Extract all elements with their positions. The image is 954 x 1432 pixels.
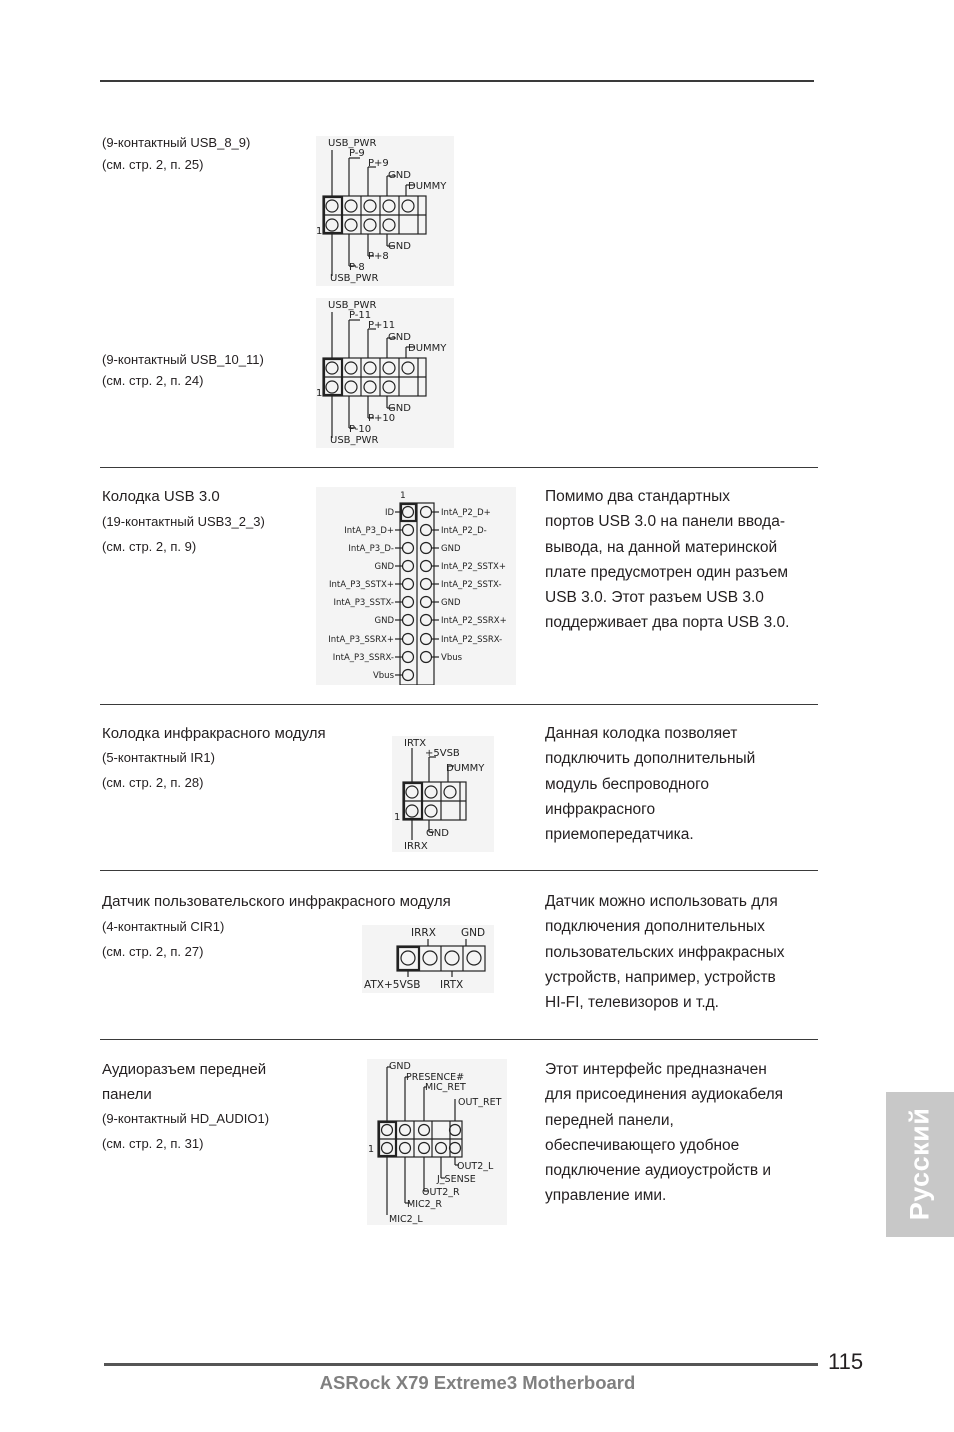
usb1011-top-0: USB_PWR: [328, 300, 377, 311]
usb1011-bottom-0: GND: [388, 403, 411, 414]
audio-pin1-label: 1: [368, 1144, 375, 1155]
cir-top-1: GND: [461, 927, 486, 939]
usb3-ref: (см. стр. 2, п. 9): [102, 539, 197, 554]
top-rule: [100, 80, 814, 82]
audio-top-0: GND: [389, 1061, 411, 1072]
usb3-desc-line: плате предусмотрен один разъем: [545, 563, 789, 581]
usb3-left-1: IntA_P3_D+: [344, 526, 394, 536]
usb1011-top-4: DUMMY: [408, 343, 447, 354]
usb3-left-2: IntA_P3_D-: [348, 544, 394, 554]
audio-top-3: OUT_RET: [458, 1097, 502, 1108]
audio-bottom-3: MIC2_R: [407, 1199, 443, 1210]
usb3-left-6: GND: [374, 616, 394, 626]
usb1011-ref: (см. стр. 2, п. 24): [102, 373, 204, 388]
usb89-top-0: USB_PWR: [328, 138, 377, 149]
audio-desc-line: для присоединения аудиокабеля: [545, 1086, 784, 1104]
cir-desc-line: подключения дополнительных: [545, 918, 765, 936]
usb89-top-2: P+9: [368, 158, 389, 169]
usb89-bottom-2: P-8: [349, 262, 365, 273]
usb3-right-5: GND: [441, 598, 461, 608]
usb1011-bottom-3: USB_PWR: [330, 435, 379, 446]
usb1011-top-1: P-11: [349, 310, 372, 321]
usb1011-bottom-2: P-10: [349, 424, 372, 435]
usb3-left-3: GND: [374, 562, 394, 572]
ir-top-1: +5VSB: [425, 748, 460, 759]
cir-description: [545, 889, 785, 1015]
ir-pin1-label: 1: [394, 812, 401, 823]
usb3-right-2: GND: [441, 544, 461, 554]
usb3-desc-line: поддерживает два порта USB 3.0.: [545, 614, 790, 632]
audio-heading-line2: панели: [102, 1086, 152, 1103]
usb89-ref: (см. стр. 2, п. 25): [102, 157, 204, 172]
usb3-left-0: ID: [384, 508, 394, 518]
usb1011-title: (9-контактный USB_10_11): [102, 352, 264, 367]
cir-pin-diagram: [362, 925, 494, 993]
ir-desc-line: Данная колодка позволяет: [545, 725, 738, 742]
section-divider: [100, 467, 818, 468]
usb89-top-3: GND: [388, 170, 411, 181]
usb3-description: [545, 484, 789, 636]
usb1011-pin-diagram: [316, 298, 454, 448]
cir-desc-line: HI-FI, телевизоров и т.д.: [545, 994, 719, 1012]
usb89-title: (9-контактный USB_8_9): [102, 135, 251, 150]
ir-bottom-1: IRRX: [404, 841, 428, 852]
usb3-right-4: IntA_P2_SSTX-: [441, 580, 502, 590]
audio-bottom-1: J_SENSE: [437, 1174, 476, 1185]
usb3-pin1-label: 1: [400, 491, 406, 501]
usb1011-top-3: GND: [388, 332, 411, 343]
audio-top-2: MIC_RET: [425, 1082, 466, 1093]
ir-heading: Колодка инфракрасного модуля: [102, 725, 326, 742]
audio-top-1: PRESENCE#: [406, 1072, 465, 1083]
cir-ref: (см. стр. 2, п. 27): [102, 944, 204, 959]
usb3-right-3: IntA_P2_SSTX+: [441, 562, 507, 572]
usb3-right-6: IntA_P2_SSRX+: [441, 616, 507, 626]
audio-heading-line1: Аудиоразъем передней: [102, 1061, 267, 1078]
usb1011-bottom-1: P+10: [368, 413, 396, 424]
usb1011-pin1-label: 1: [316, 388, 323, 399]
ir-desc-line: подключить дополнительный: [545, 750, 756, 768]
ir-top-2: DUMMY: [446, 763, 485, 774]
usb3-left-7: IntA_P3_SSRX+: [328, 635, 394, 645]
cir-title: (4-контактный CIR1): [102, 919, 225, 934]
usb89-bottom-1: P+8: [368, 251, 389, 262]
usb3-left-5: IntA_P3_SSTX-: [333, 598, 394, 608]
cir-desc-line: устройств, например, устройств: [545, 968, 776, 986]
language-tab-label: Русский: [904, 1107, 935, 1221]
usb3-desc-line: вывода, на данной материнской: [545, 538, 778, 556]
audio-desc-line: обеспечивающего удобное: [545, 1136, 740, 1154]
ir-desc-line: модуль беспроводного: [545, 775, 710, 793]
audio-title: (9-контактный HD_AUDIO1): [102, 1111, 270, 1126]
usb3-right-8: Vbus: [441, 653, 463, 663]
section-divider: [100, 704, 818, 705]
language-side-tab: [886, 1092, 954, 1237]
usb3-left-9: Vbus: [372, 671, 394, 681]
usb3-left-8: IntA_P3_SSRX-: [332, 653, 394, 663]
ir-title: (5-контактный IR1): [102, 750, 215, 765]
audio-ref: (см. стр. 2, п. 31): [102, 1136, 204, 1151]
section-divider: [100, 1039, 818, 1040]
audio-pin-diagram: [367, 1059, 507, 1225]
cir-bottom-0: ATX+5VSB: [364, 979, 421, 991]
ir-ref: (см. стр. 2, п. 28): [102, 775, 204, 790]
usb3-desc-line: USB 3.0. Этот разъем USB 3.0: [545, 589, 764, 607]
cir-top-0: IRRX: [411, 927, 436, 939]
audio-bottom-2: OUT2_R: [422, 1187, 460, 1198]
ir-desc-line: приемопередатчика.: [545, 826, 694, 844]
usb3-pin-diagram: [316, 487, 516, 685]
usb3-left-4: IntA_P3_SSTX+: [328, 580, 394, 590]
audio-bottom-4: MIC2_L: [389, 1214, 423, 1225]
usb3-desc-line: портов USB 3.0 на панели ввода-: [545, 513, 785, 531]
usb89-top-4: DUMMY: [408, 181, 447, 192]
audio-bottom-0: OUT2_L: [457, 1161, 494, 1172]
ir-bottom-0: GND: [426, 828, 449, 839]
audio-desc-line: подключение аудиоустройств и: [545, 1162, 772, 1180]
section-divider: [100, 870, 818, 871]
usb3-right-0: IntA_P2_D+: [441, 508, 491, 518]
audio-desc-line: Этот интерфейс предназначен: [545, 1061, 767, 1078]
usb89-pin1-label: 1: [316, 226, 323, 237]
cir-bottom-1: IRTX: [440, 979, 464, 991]
usb89-bottom-0: GND: [388, 241, 411, 252]
footer-title: ASRock X79 Extreme3 Motherboard: [319, 1372, 636, 1393]
ir-top-0: IRTX: [404, 738, 427, 749]
usb89-top-1: P-9: [349, 148, 365, 159]
page-number: 115: [828, 1349, 864, 1374]
ir-description: [545, 721, 755, 847]
audio-description: [545, 1057, 783, 1209]
usb3-right-7: IntA_P2_SSRX-: [441, 635, 503, 645]
usb3-title: (19-контактный USB3_2_3): [102, 514, 265, 529]
usb89-pin-diagram: [316, 136, 454, 286]
ir-desc-line: инфракрасного: [545, 800, 656, 818]
cir-desc-line: Датчик можно использовать для: [545, 893, 778, 910]
audio-desc-line: управление ими.: [545, 1187, 667, 1205]
usb3-desc-line: Помимо два стандартных: [545, 488, 731, 505]
cir-heading: Датчик пользовательского инфракрасного модуля: [102, 893, 451, 910]
usb89-bottom-3: USB_PWR: [330, 273, 379, 284]
usb3-right-1: IntA_P2_D-: [441, 526, 487, 536]
usb3-heading: Колодка USB 3.0: [102, 488, 220, 505]
audio-desc-line: передней панели,: [545, 1111, 674, 1129]
cir-desc-line: пользовательских инфракрасных: [545, 943, 785, 961]
ir-pin-diagram: [392, 736, 494, 852]
footer-rule: [104, 1363, 818, 1366]
usb1011-top-2: P+11: [368, 320, 396, 331]
